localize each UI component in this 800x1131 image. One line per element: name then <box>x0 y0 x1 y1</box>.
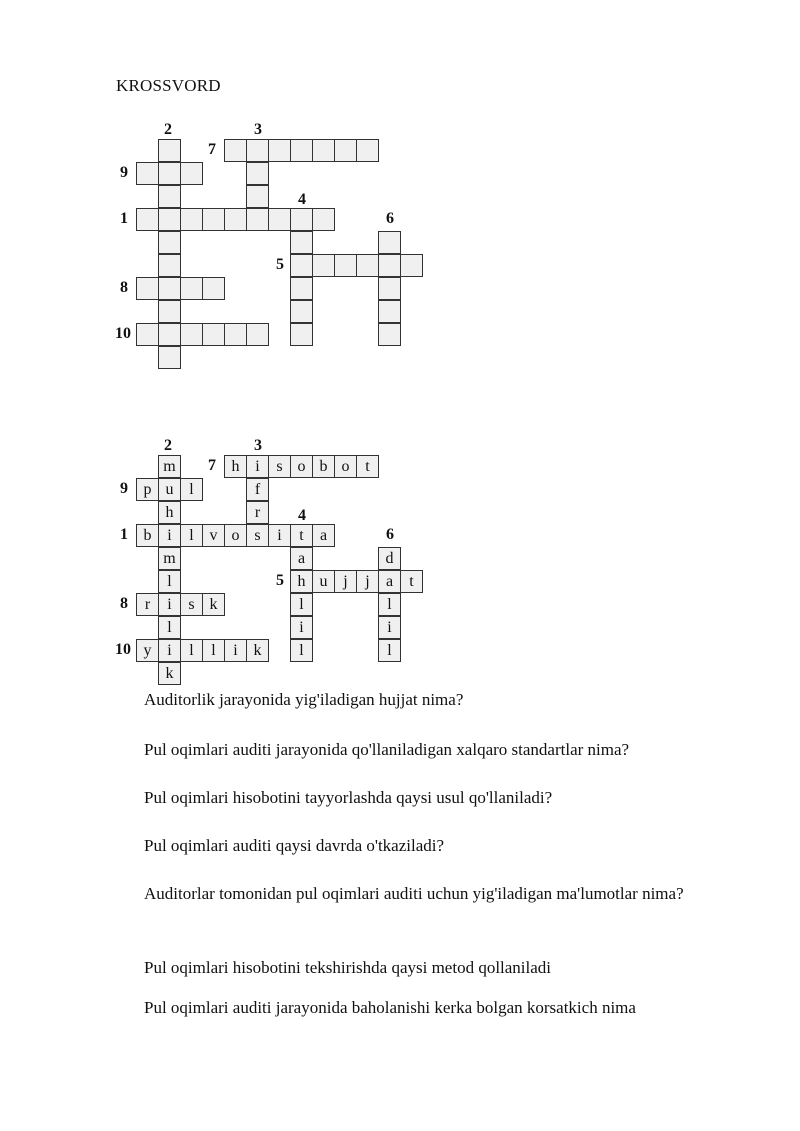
empty-grid-cell[interactable] <box>158 323 181 346</box>
solved-grid-cell: u <box>158 478 181 501</box>
solved-grid-cell: v <box>202 524 225 547</box>
empty-grid-cell[interactable] <box>378 300 401 323</box>
solved-grid-cell: i <box>224 639 247 662</box>
solved-grid-cell: i <box>158 524 181 547</box>
solved-grid-cell: s <box>180 593 203 616</box>
solved-grid-clue-number: 7 <box>208 457 216 474</box>
empty-grid-cell[interactable] <box>312 254 335 277</box>
empty-grid-cell[interactable] <box>246 162 269 185</box>
solved-grid-cell: d <box>378 547 401 570</box>
solved-grid-cell: s <box>268 455 291 478</box>
empty-grid-cell[interactable] <box>312 139 335 162</box>
solved-grid-clue-number: 10 <box>115 641 131 658</box>
solved-grid-cell: m <box>158 547 181 570</box>
empty-grid-clue-number: 6 <box>386 210 394 227</box>
empty-grid-cell[interactable] <box>158 139 181 162</box>
solved-grid-cell: t <box>400 570 423 593</box>
empty-grid-cell[interactable] <box>158 277 181 300</box>
solved-grid-cell: u <box>312 570 335 593</box>
empty-grid-cell[interactable] <box>180 162 203 185</box>
empty-grid-cell[interactable] <box>290 323 313 346</box>
solved-grid-clue-number: 6 <box>386 526 394 543</box>
solved-grid-cell: k <box>202 593 225 616</box>
solved-grid-cell: l <box>378 639 401 662</box>
solved-grid-cell: k <box>246 639 269 662</box>
question-6: Pul oqimlari hisobotini tekshirishda qaysi metod qollaniladi <box>144 958 552 977</box>
empty-grid-clue-number: 9 <box>120 164 128 181</box>
empty-grid-cell[interactable] <box>136 162 159 185</box>
solved-grid-cell: l <box>158 616 181 639</box>
empty-grid-clue-number: 2 <box>164 121 172 138</box>
solved-grid-cell: o <box>334 455 357 478</box>
solved-grid-cell: t <box>356 455 379 478</box>
solved-grid-cell: l <box>180 478 203 501</box>
empty-grid-cell[interactable] <box>180 277 203 300</box>
empty-grid-cell[interactable] <box>268 208 291 231</box>
solved-grid-cell: i <box>158 639 181 662</box>
empty-grid-cell[interactable] <box>334 139 357 162</box>
solved-grid-clue-number: 9 <box>120 480 128 497</box>
solved-grid-cell: h <box>290 570 313 593</box>
empty-grid-clue-number: 5 <box>276 256 284 273</box>
page-title: KROSSVORD <box>116 76 221 95</box>
empty-grid-cell[interactable] <box>158 162 181 185</box>
solved-grid-cell: r <box>246 501 269 524</box>
solved-grid-cell: o <box>224 524 247 547</box>
solved-grid-cell: l <box>290 639 313 662</box>
empty-grid-cell[interactable] <box>290 277 313 300</box>
empty-grid-clue-number: 3 <box>254 121 262 138</box>
empty-grid-cell[interactable] <box>136 208 159 231</box>
solved-grid-cell: l <box>180 524 203 547</box>
solved-grid-clue-number: 4 <box>298 507 306 524</box>
empty-grid-cell[interactable] <box>158 185 181 208</box>
empty-grid-cell[interactable] <box>400 254 423 277</box>
question-3: Pul oqimlari hisobotini tayyorlashda qaysi usul qo'llaniladi? <box>144 788 553 807</box>
empty-grid-cell[interactable] <box>290 208 313 231</box>
question-1: Auditorlik jarayonida yig'iladigan hujjat nima? <box>144 690 464 709</box>
solved-grid-cell: s <box>246 524 269 547</box>
empty-grid-clue-number: 8 <box>120 279 128 296</box>
solved-grid-cell: h <box>158 501 181 524</box>
question-4: Pul oqimlari auditi qaysi davrda o'tkaziladi? <box>144 836 445 855</box>
empty-grid-cell[interactable] <box>246 208 269 231</box>
solved-grid-cell: k <box>158 662 181 685</box>
empty-grid-cell[interactable] <box>290 300 313 323</box>
solved-grid-cell: f <box>246 478 269 501</box>
solved-grid-cell: r <box>136 593 159 616</box>
solved-grid-cell: j <box>356 570 379 593</box>
empty-grid-cell[interactable] <box>290 231 313 254</box>
solved-grid-clue-number: 2 <box>164 437 172 454</box>
empty-grid-cell[interactable] <box>202 323 225 346</box>
question-7: Pul oqimlari auditi jarayonida baholanishi kerka bolgan korsatkich nima <box>144 998 636 1017</box>
empty-grid-cell[interactable] <box>378 277 401 300</box>
empty-grid-cell[interactable] <box>180 323 203 346</box>
solved-grid-cell: h <box>224 455 247 478</box>
solved-grid-cell: a <box>290 547 313 570</box>
solved-grid-cell: i <box>246 455 269 478</box>
solved-grid-clue-number: 5 <box>276 572 284 589</box>
solved-grid-cell: b <box>136 524 159 547</box>
empty-grid-cell[interactable] <box>136 277 159 300</box>
empty-grid-cell[interactable] <box>202 208 225 231</box>
empty-grid-cell[interactable] <box>202 277 225 300</box>
empty-grid-clue-number: 4 <box>298 191 306 208</box>
empty-grid-cell[interactable] <box>180 208 203 231</box>
empty-grid-cell[interactable] <box>246 185 269 208</box>
solved-grid-cell: a <box>312 524 335 547</box>
solved-grid-cell: o <box>290 455 313 478</box>
question-2: Pul oqimlari auditi jarayonida qo'llaniladigan xalqaro standartlar nima? <box>144 740 630 759</box>
question-5: Auditorlar tomonidan pul oqimlari auditi uchun yig'iladigan ma'lumotlar nima? <box>144 884 684 903</box>
empty-grid-cell[interactable] <box>290 139 313 162</box>
solved-grid-cell: b <box>312 455 335 478</box>
solved-grid-clue-number: 8 <box>120 595 128 612</box>
empty-grid-clue-number: 7 <box>208 141 216 158</box>
solved-grid-cell: l <box>202 639 225 662</box>
empty-grid-cell[interactable] <box>136 323 159 346</box>
empty-grid-clue-number: 10 <box>115 325 131 342</box>
solved-grid-cell: i <box>290 616 313 639</box>
solved-grid-clue-number: 3 <box>254 437 262 454</box>
solved-grid-clue-number: 1 <box>120 526 128 543</box>
empty-grid-cell[interactable] <box>158 208 181 231</box>
empty-grid-cell[interactable] <box>246 139 269 162</box>
solved-grid-cell: m <box>158 455 181 478</box>
solved-grid-cell: l <box>290 593 313 616</box>
solved-grid-cell: a <box>378 570 401 593</box>
empty-grid-cell[interactable] <box>334 254 357 277</box>
solved-grid-cell: i <box>378 616 401 639</box>
solved-grid-cell: i <box>268 524 291 547</box>
solved-grid-cell: p <box>136 478 159 501</box>
empty-grid-cell[interactable] <box>158 346 181 369</box>
empty-grid-cell[interactable] <box>378 231 401 254</box>
empty-grid-cell[interactable] <box>378 254 401 277</box>
solved-grid-cell: j <box>334 570 357 593</box>
empty-grid-clue-number: 1 <box>120 210 128 227</box>
empty-grid-cell[interactable] <box>158 254 181 277</box>
empty-grid-cell[interactable] <box>224 323 247 346</box>
solved-grid-cell: t <box>290 524 313 547</box>
empty-grid-cell[interactable] <box>268 139 291 162</box>
empty-grid-cell[interactable] <box>356 254 379 277</box>
empty-grid-cell[interactable] <box>356 139 379 162</box>
solved-grid-cell: l <box>378 593 401 616</box>
empty-grid-cell[interactable] <box>224 208 247 231</box>
solved-grid-cell: l <box>158 570 181 593</box>
empty-grid-cell[interactable] <box>158 231 181 254</box>
empty-grid-cell[interactable] <box>290 254 313 277</box>
empty-grid-cell[interactable] <box>246 323 269 346</box>
solved-grid-cell: y <box>136 639 159 662</box>
empty-grid-cell[interactable] <box>158 300 181 323</box>
empty-grid-cell[interactable] <box>312 208 335 231</box>
empty-grid-cell[interactable] <box>224 139 247 162</box>
solved-grid-cell: i <box>158 593 181 616</box>
solved-grid-cell: l <box>180 639 203 662</box>
empty-grid-cell[interactable] <box>378 323 401 346</box>
